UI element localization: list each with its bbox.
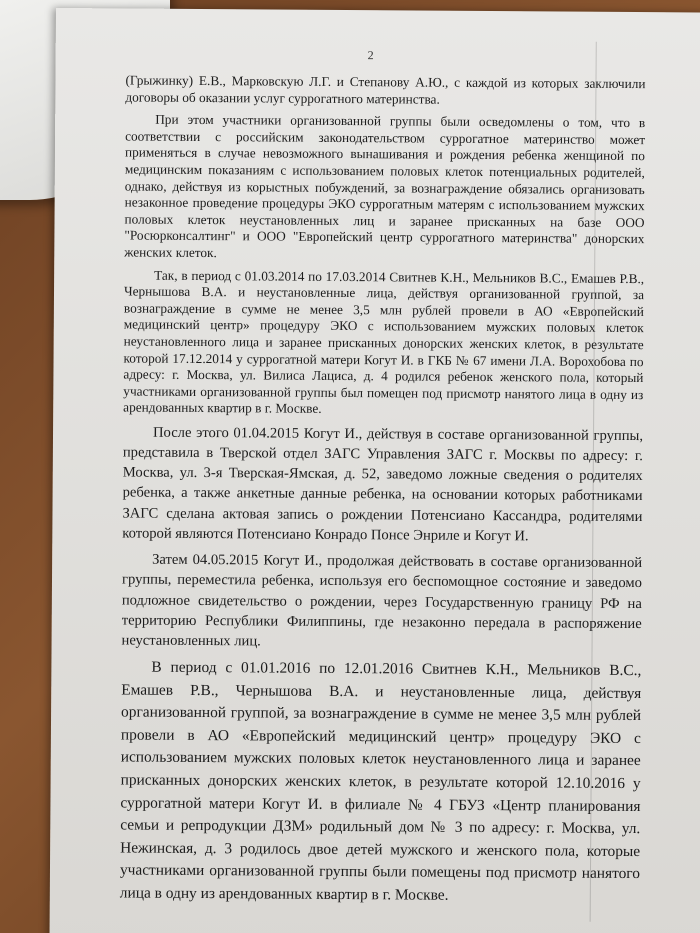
- paragraph-6: В период с 01.01.2016 по 12.01.2016 Свитнев К.Н., Мельников В.С., Емашев Р.В., Чернышова В.А. и неустановленные лица, действуя организованной группой, за вознаграждение в сумме не менее 3,5 млн рублей провели в АО «Европейский медицинский центр» процедуру ЭКО с использованием мужских половых клеток неустановленного лица и заранее присканных донорских женских клеток, в результате которой 12.10.2016 у суррогатной матери Когут И. в филиале № 4 ГБУЗ «Центр планирования семьи и репродукции ДЗМ» родильный дом № 3 по адресу: г. Москва, ул. Нежинская, д. 3 родилось двое детей мужского и женского пола, которые участниками организованной группы были помещены под присмотр нанятого лица в одну из арендованных квартир в г. Москве.: [119, 658, 642, 904]
- document-body: [120, 72, 646, 908]
- paragraph-1: (Грыжинку) Е.В., Марковскую Л.Г. и Степанову А.Ю., с каждой из которых заключили договоры об оказании услуг суррогатного материнства.: [125, 72, 646, 107]
- paragraph-3: Так, в период с 01.03.2014 по 17.03.2014 Свитнев К.Н., Мельников В.С., Емашев Р.В., Чернышова В.А. и неустановленные лица, действуя организованной группой, за вознаграждение в сумме не менее 3,5 млн рублей провели в АО «Европейский медицинский центр» процедуру ЭКО с использованием мужских половых клеток неустановленного лица и заранее присканных донорских женских клеток, в результате которой 17.12.2014 у суррогатной матери Когут И. в ГКБ № 67 имени Л.А. Ворохобова по адресу: г. Москва, ул. Вилиса Лациса, д. 4 родился ребенок женского пола, который участниками организованной группы был помещен под присмотр нанятого лица в одну из арендованных квартир в г. Москве.: [123, 267, 645, 417]
- page-number: 2: [367, 48, 374, 63]
- paragraph-2: При этом участники организованной группы были осведомлены о том, что в соответствии с российским законодательством суррогатное материнство может применяться в случае невозможного вынашивания и рождения ребенка женщиной по медицинским показаниям с использованием половых клеток потенциальных родителей, однако, действуя из корыстных побуждений, за вознаграждение обязались организовать незаконное проведение процедуры ЭКО суррогатным матерям с использованием мужских половых клеток неустановленных лиц и заранее присканных на базе ООО "Росюрконсалтинг" и ООО "Европейский центр суррогатного материнства" донорских женских клеток.: [124, 111, 646, 261]
- paragraph-5: Затем 04.05.2015 Когут И., продолжая действовать в составе организованной группы, переместила ребенка, используя его беспомощное состояние и заведомо подложное свидетельство о рождении, через Государственную границу РФ на территорию Республики Филиппины, где незаконно передала в распоряжение неустановленных лиц.: [121, 551, 643, 650]
- document-page: [49, 8, 700, 933]
- paragraph-4: После этого 01.04.2015 Когут И., действуя в составе организованной группы, представила в Тверской отдел ЗАГС Управления ЗАГС г. Москвы по адресу: г. Москва, ул. 3-я Тверская-Ямская, д. 52, заведомо ложные сведения о родителях ребенка, а также анкетные данные ребенка, на основании которых работниками ЗАГС сделана актовая запись о рождении Потенсиано Кассандра, родителями которой являются Потенсиано Конрадо Понсе Энриле и Когут И.: [122, 424, 644, 545]
